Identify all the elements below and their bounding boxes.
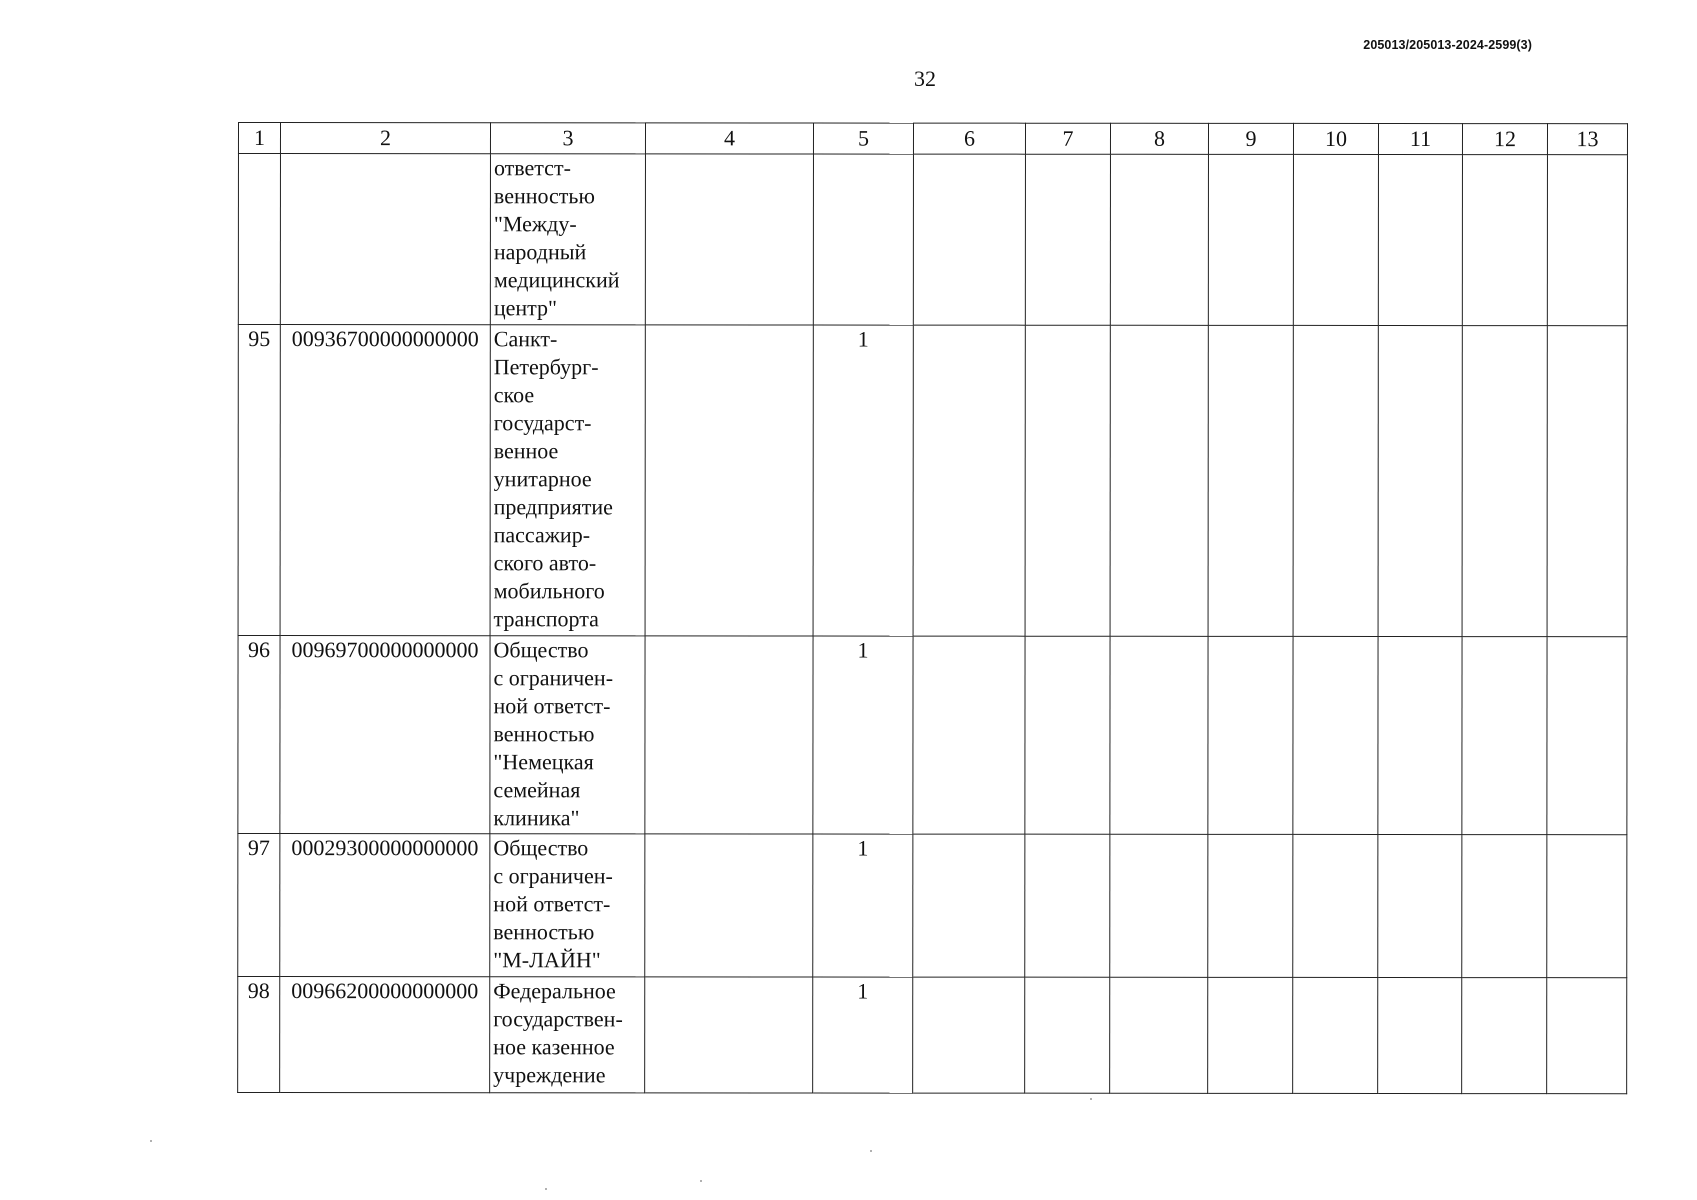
empty-cell [1547,326,1627,637]
document-id: 205013/205013-2024-2599(3) [1363,38,1532,52]
empty-cell [645,636,813,834]
name-line: ное казенное [493,1034,615,1060]
table-row [238,834,1627,978]
column-header: 3 [490,123,645,154]
empty-cell [1208,154,1293,325]
empty-cell [813,154,913,325]
column-header: 11 [1378,123,1462,154]
name-line: семейная [493,777,581,803]
code-cell [280,154,490,325]
name-line: ной ответст- [493,891,611,917]
name-line: венностью [493,721,595,747]
empty-cell [1293,154,1378,325]
empty-cell [1462,978,1547,1094]
empty-cell [1025,154,1110,325]
code-cell: 00029300000000000 [280,834,490,977]
empty-cell [913,325,1025,636]
name-line: "М-ЛАЙН" [493,947,601,973]
empty-cell [1462,326,1547,637]
name-line: Санкт- [493,326,558,352]
name-line: народный [493,239,587,265]
empty-cell [645,834,813,977]
organization-name-cell [490,154,645,325]
row-number-cell: 96 [238,636,280,834]
empty-cell [1547,978,1627,1094]
table-row-continued [238,154,1627,326]
empty-cell [1462,637,1547,835]
empty-cell [645,154,813,325]
name-line: пассажир- [493,522,591,548]
name-line: ское [493,382,535,408]
table-row [238,977,1627,1094]
column-header: 2 [280,123,490,154]
column-header: 7 [1025,123,1110,154]
name-line: ответст- [493,155,571,181]
name-line: государст- [493,410,592,436]
empty-cell [1378,636,1462,834]
empty-cell [1110,325,1208,636]
header-row [238,123,1627,155]
empty-cell [1378,834,1462,977]
empty-cell [1547,637,1627,835]
name-line: ского авто- [493,550,597,576]
column-header: 6 [913,123,1025,154]
empty-cell [913,834,1025,977]
empty-cell [645,977,813,1093]
name-line: "Между- [493,211,577,237]
empty-cell [1462,155,1547,326]
name-line: Общество [493,637,589,663]
empty-cell [1025,977,1110,1093]
empty-cell [1293,325,1378,636]
empty-cell [1025,325,1110,636]
organization-name-cell [490,834,645,977]
row-number-cell: 98 [238,977,280,1093]
name-line: медицинский [493,267,620,293]
organization-name-cell [490,636,645,834]
empty-cell [1025,834,1110,977]
empty-cell [913,154,1025,325]
code-cell: 00936700000000000 [280,325,490,636]
empty-cell [645,325,813,636]
column-header: 8 [1110,123,1208,154]
empty-cell [1293,834,1378,977]
empty-cell [1208,325,1293,636]
name-line: Общество [493,835,589,861]
column-header: 9 [1208,123,1293,154]
name-line: унитарное [493,466,592,492]
empty-cell [1208,834,1293,977]
name-line: клиника" [493,805,580,831]
code-cell: 00969700000000000 [280,636,490,834]
empty-cell [913,636,1025,834]
code-cell: 00966200000000000 [280,977,490,1093]
empty-cell [1293,636,1378,834]
empty-cell [1110,636,1208,834]
empty-cell [1378,977,1462,1093]
name-line: транспорта [493,606,599,632]
row-number-cell: 97 [238,834,280,977]
name-line: ной ответст- [493,693,611,719]
empty-cell [1547,835,1627,978]
row-number-cell [238,154,280,325]
row-number-cell: 95 [238,325,280,636]
empty-cell [1110,834,1208,977]
empty-cell [1208,977,1293,1093]
name-line: Федеральное [493,978,616,1004]
column-header: 12 [1462,124,1547,155]
empty-cell [1110,977,1208,1093]
empty-cell [1208,636,1293,834]
table-row [238,325,1627,637]
scan-speck [870,1150,872,1152]
empty-cell [1025,636,1110,834]
page-number: 32 [914,66,936,91]
name-line: с ограничен- [493,863,613,889]
empty-cell [1378,325,1462,636]
name-line: венное [493,438,559,464]
name-line: учреждение [493,1062,606,1088]
scan-speck [545,1188,547,1190]
value-cell-col5: 1 [813,977,913,1093]
column-header: 10 [1293,123,1378,154]
column-header: 4 [645,123,813,154]
registry-table [237,122,1628,1094]
name-line: с ограничен- [493,665,614,691]
name-line: государствен- [493,1006,623,1032]
value-cell-col5: 1 [813,834,913,977]
name-line: венностью [493,183,595,209]
name-line: предприятие [493,494,613,520]
column-header: 13 [1547,124,1627,155]
table-row [238,636,1627,835]
value-cell-col5: 1 [813,325,913,636]
name-line: венностью [493,919,595,945]
empty-cell [913,977,1025,1093]
scan-speck [700,1180,702,1182]
name-line: Петербург- [493,354,599,380]
scan-speck [1090,1098,1092,1100]
organization-name-cell [490,977,645,1093]
column-header: 1 [238,123,280,154]
empty-cell [1462,835,1547,978]
value-cell-col5: 1 [813,636,913,834]
empty-cell [1110,154,1208,325]
organization-name-cell [490,325,645,636]
name-line: мобильного [493,578,605,604]
name-line: "Немецкая [493,749,594,775]
empty-cell [1547,155,1627,326]
name-line: центр" [493,295,558,321]
empty-cell [1378,154,1462,325]
column-header: 5 [813,123,913,154]
scan-speck [150,1140,152,1142]
empty-cell [1293,977,1378,1093]
